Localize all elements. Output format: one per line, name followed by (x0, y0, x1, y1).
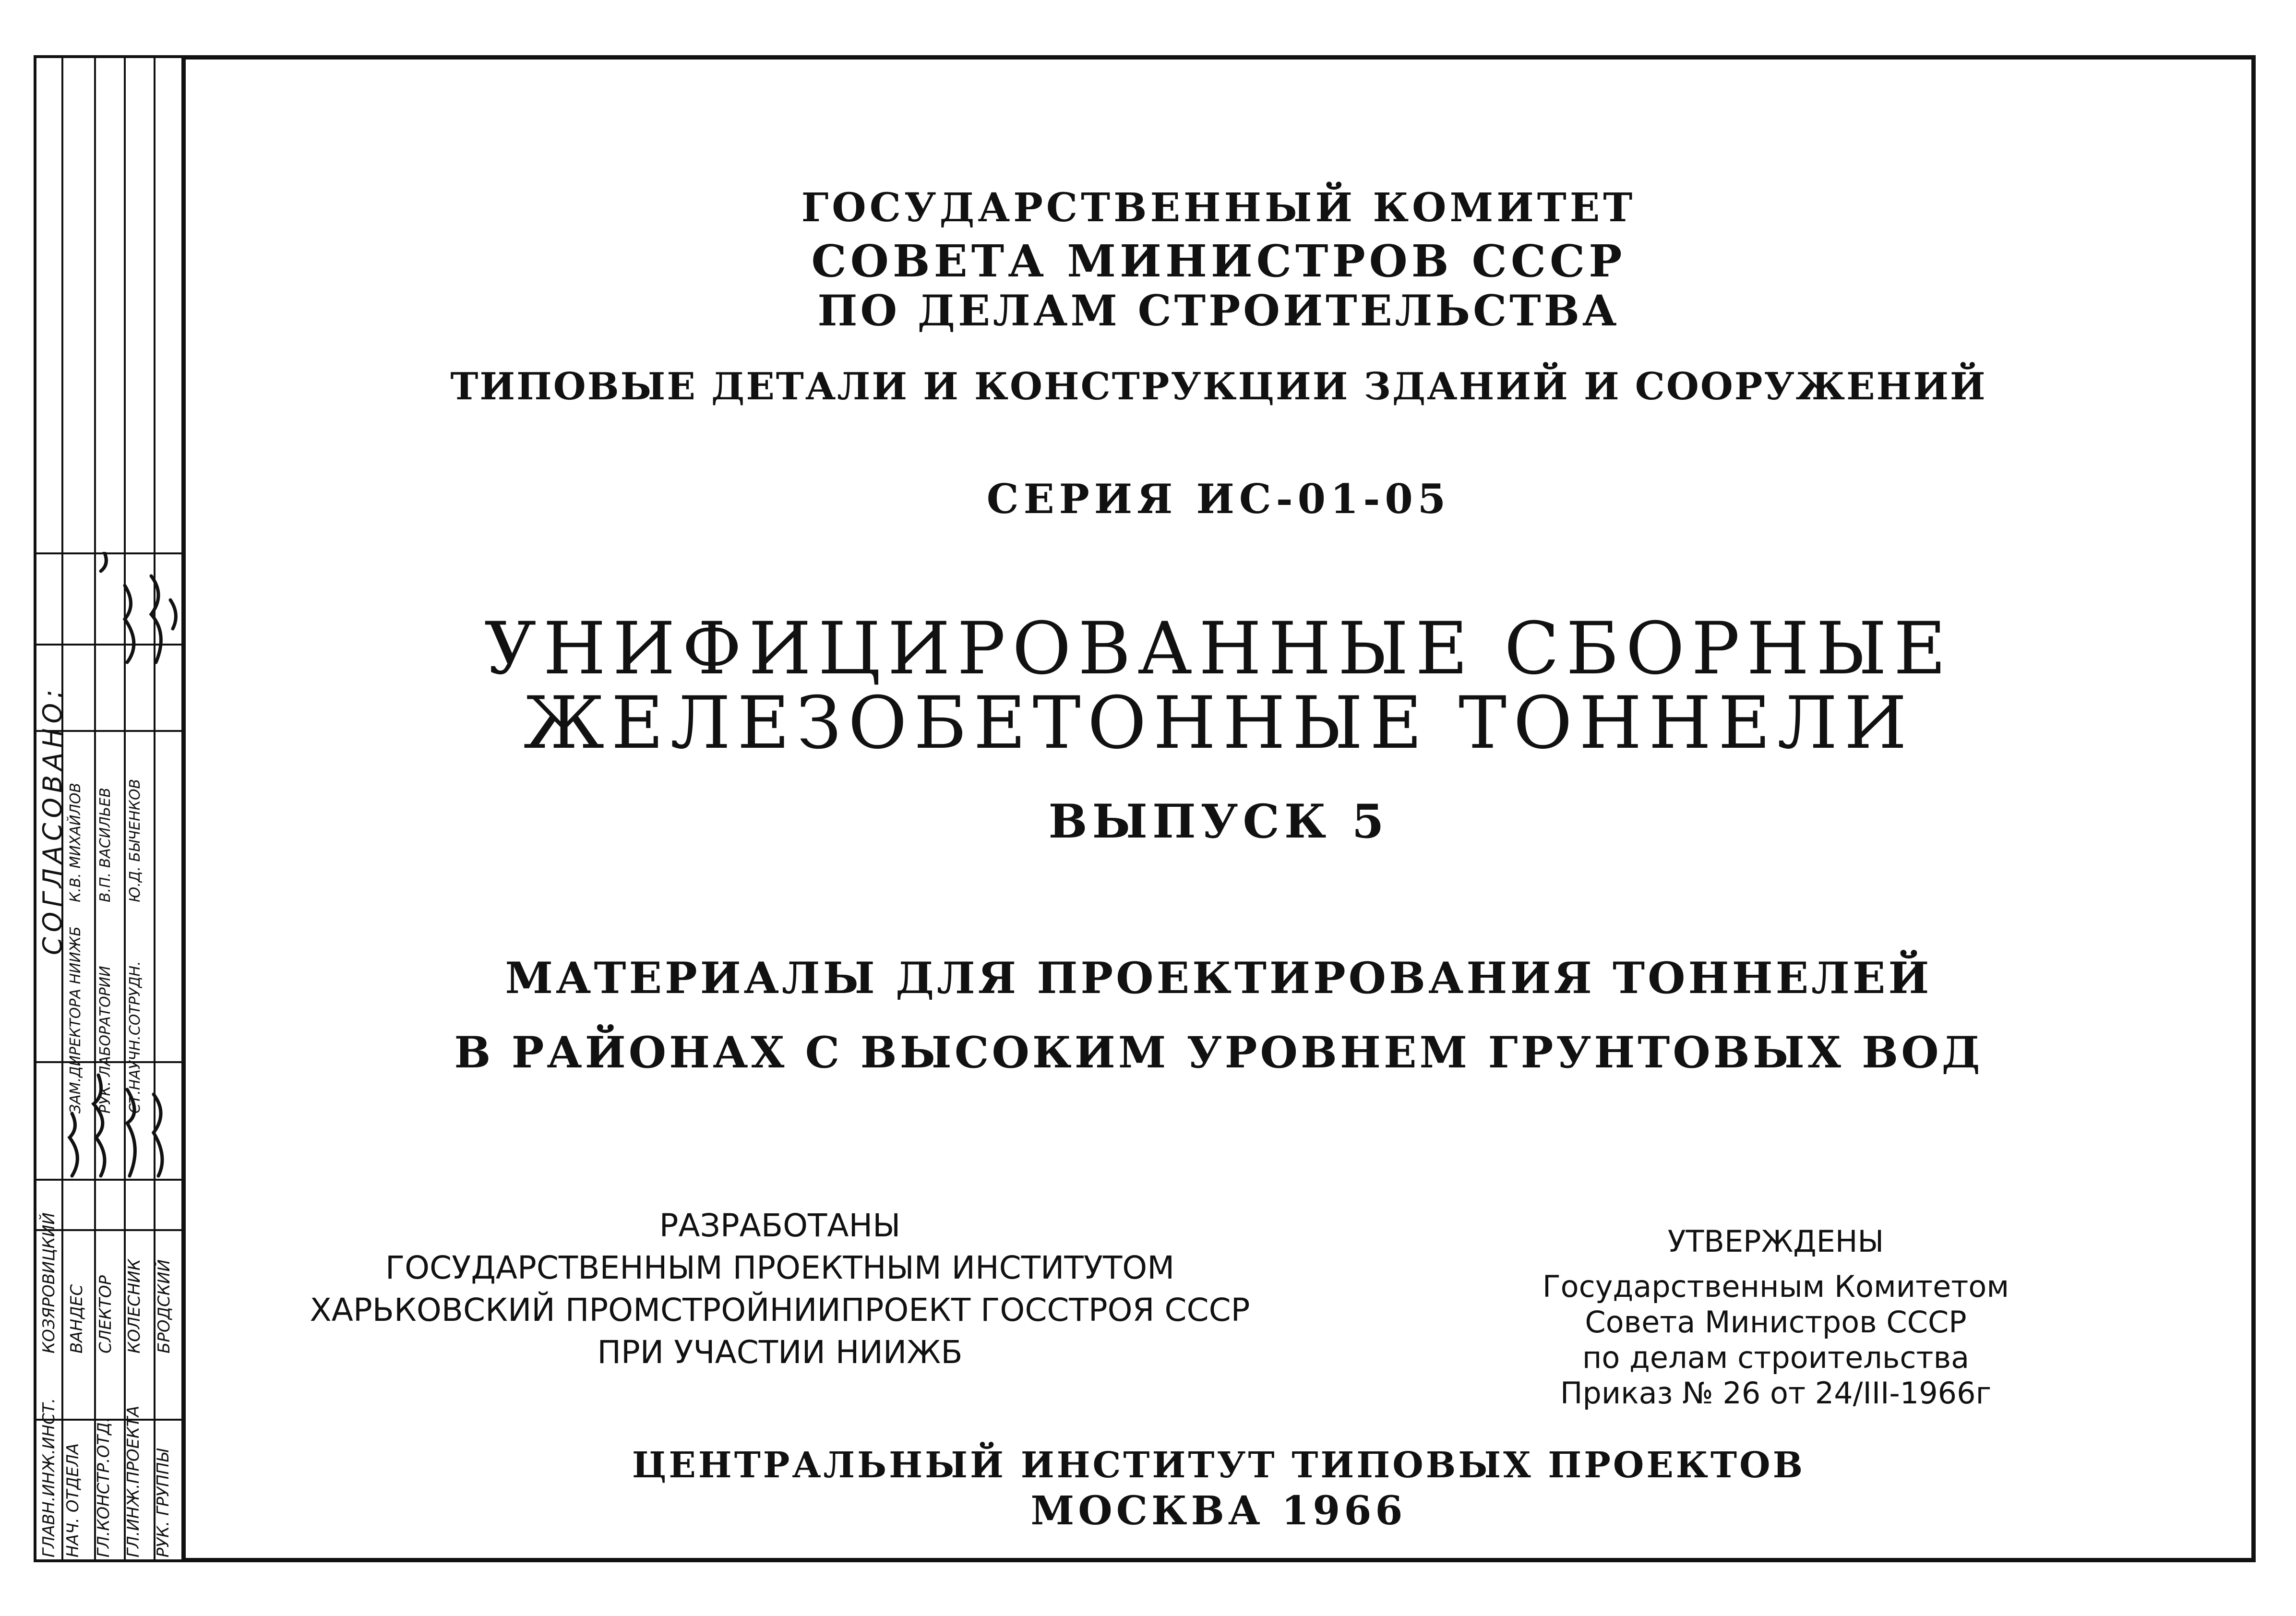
approved-line-1: УТВЕРЖДЕНЫ (1667, 1224, 1884, 1259)
approved-by-block (1464, 1224, 2088, 1411)
agreed-name-1: К.В. МИХАЙЛОВ (67, 782, 84, 902)
title-line-2: ЖЕЛЕЗОБЕТОННЫЕ ТОННЕЛИ (523, 682, 1914, 765)
stamp-role-4: ГЛ.ИНЖ.ПРОЕКТА (124, 1405, 143, 1557)
title-line-1: УНИФИЦИРОВАННЫЕ СБОРНЫЕ (484, 607, 1953, 691)
stamp-role-5: РУК. ГРУППЫ (154, 1448, 173, 1557)
issue-number: ВЫПУСК 5 (1048, 794, 1389, 849)
developed-line-2: ГОСУДАРСТВЕННЫМ ПРОЕКТНЫМ ИНСТИТУТОМ (385, 1249, 1175, 1286)
approved-line-5: Приказ № 26 от 24/III-1966г (1560, 1376, 1992, 1411)
signature-scribbles (29, 552, 187, 1560)
series-code: СЕРИЯ ИС-01-05 (986, 475, 1451, 523)
developed-by-block (288, 1205, 1272, 1374)
header-line-1: ГОСУДАРСТВЕННЫЙ КОМИТЕТ (801, 185, 1636, 231)
header-line-2: СОВЕТА МИНИСТРОВ СССР (811, 235, 1626, 287)
stamp-name-5: БРОДСКИЙ (155, 1259, 174, 1353)
agreed-role-1: ЗАМ.ДИРЕКТОРА НИИЖБ (67, 926, 84, 1113)
header-line-4: ТИПОВЫЕ ДЕТАЛИ И КОНСТРУКЦИИ ЗДАНИЙ И СООРУЖЕНИЙ (450, 365, 1987, 408)
subject-line-1: МАТЕРИАЛЫ ДЛЯ ПРОЕКТИРОВАНИЯ ТОННЕЛЕЙ (505, 953, 1932, 1004)
agreed-name-3: Ю.Д. БЫЧЕНКОВ (127, 778, 144, 902)
publisher-institute: ЦЕНТРАЛЬНЫЙ ИНСТИТУТ ТИПОВЫХ ПРОЕКТОВ (632, 1445, 1806, 1486)
stamp-role-3: ГЛ.КОНСТР.ОТД. (94, 1417, 113, 1557)
stamp-name-1: КОЗЯРОВИЦКИЙ (39, 1212, 59, 1353)
publisher-city-year: МОСКВА 1966 (1030, 1488, 1407, 1534)
agreed-name-2: В.П. ВАСИЛЬЕВ (97, 788, 114, 902)
stamp-name-2: ВАНДЕС (67, 1284, 86, 1353)
header-line-3: ПО ДЕЛАМ СТРОИТЕЛЬСТВА (817, 286, 1620, 335)
developed-line-3: ХАРЬКОВСКИЙ ПРОМСТРОЙНИИПРОЕКТ ГОССТРОЯ СССР (310, 1292, 1250, 1329)
stamp-role-2: НАЧ. ОТДЕЛА (63, 1443, 83, 1557)
agreed-label: СОГЛАСОВАНО: (37, 684, 68, 955)
agreed-role-2: РУК. ЛАБОРАТОРИИ (97, 966, 114, 1113)
approved-line-2: Государственным Комитетом (1542, 1269, 2009, 1304)
approved-line-4: по делам строительства (1582, 1340, 1970, 1375)
stamp-name-3: СЛЕКТОР (96, 1275, 115, 1353)
agreed-role-3: СТ.НАУЧН.СОТРУДН. (127, 961, 144, 1113)
subject-line-2: В РАЙОНАХ С ВЫСОКИМ УРОВНЕМ ГРУНТОВЫХ ВОД (454, 1027, 1983, 1078)
developed-line-1: РАЗРАБОТАНЫ (659, 1207, 901, 1244)
stamp-name-4: КОЛЕСНИК (125, 1259, 144, 1353)
approved-line-3: Совета Министров СССР (1585, 1305, 1967, 1340)
stamp-role-1: ГЛАВН.ИНЖ.ИНСТ. (39, 1398, 59, 1557)
developed-line-4: ПРИ УЧАСТИИ НИИЖБ (597, 1334, 963, 1371)
